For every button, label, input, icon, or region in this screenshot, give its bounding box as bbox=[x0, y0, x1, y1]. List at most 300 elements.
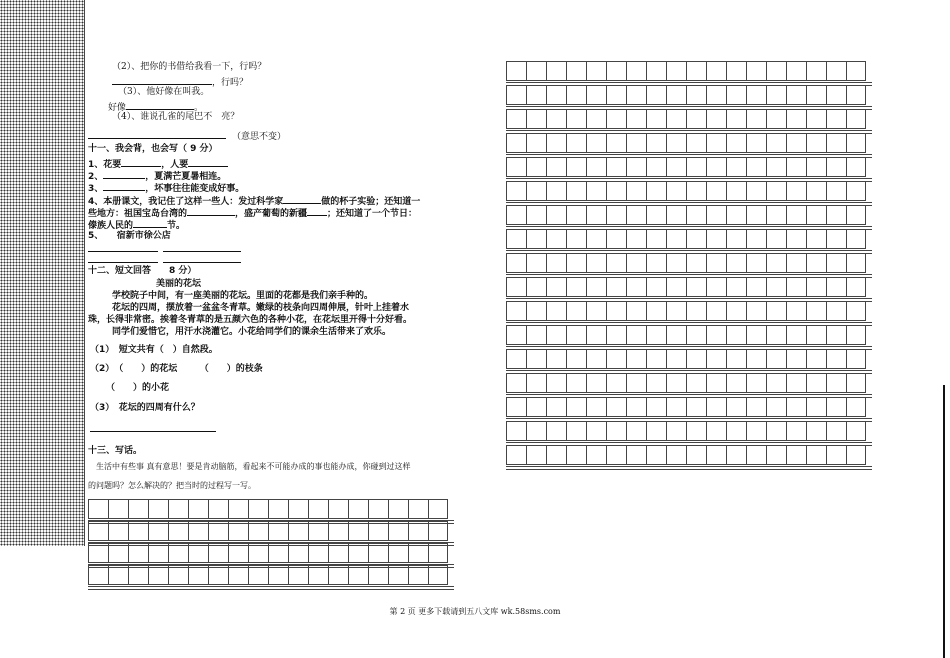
grid-cell[interactable] bbox=[606, 157, 626, 177]
grid-cell[interactable] bbox=[766, 373, 786, 393]
grid-cell[interactable] bbox=[546, 373, 566, 393]
grid-cell[interactable] bbox=[666, 157, 686, 177]
grid-cell[interactable] bbox=[108, 565, 128, 585]
grid-cell[interactable] bbox=[586, 109, 606, 129]
answer-blank[interactable] bbox=[103, 169, 145, 179]
grid-cell[interactable] bbox=[506, 205, 526, 225]
grid-cell[interactable] bbox=[566, 205, 586, 225]
grid-cell[interactable] bbox=[526, 205, 546, 225]
grid-cell[interactable] bbox=[746, 205, 766, 225]
grid-cell[interactable] bbox=[706, 133, 726, 153]
grid-cell[interactable] bbox=[228, 521, 248, 541]
grid-cell[interactable] bbox=[328, 521, 348, 541]
grid-cell[interactable] bbox=[328, 499, 348, 519]
grid-cell[interactable] bbox=[706, 373, 726, 393]
grid-cell[interactable] bbox=[726, 397, 746, 417]
grid-cell[interactable] bbox=[626, 85, 646, 105]
grid-cell[interactable] bbox=[806, 205, 826, 225]
grid-cell[interactable] bbox=[826, 109, 846, 129]
grid-cell[interactable] bbox=[88, 499, 108, 519]
grid-cell[interactable] bbox=[248, 521, 268, 541]
grid-cell[interactable] bbox=[766, 445, 786, 465]
grid-cell[interactable] bbox=[786, 349, 806, 369]
grid-cell[interactable] bbox=[506, 253, 526, 273]
grid-cell[interactable] bbox=[826, 301, 846, 321]
grid-cell[interactable] bbox=[786, 205, 806, 225]
grid-cell[interactable] bbox=[826, 85, 846, 105]
grid-cell[interactable] bbox=[786, 181, 806, 201]
grid-cell[interactable] bbox=[506, 277, 526, 297]
grid-cell[interactable] bbox=[686, 373, 706, 393]
grid-cell[interactable] bbox=[766, 181, 786, 201]
grid-cell[interactable] bbox=[766, 253, 786, 273]
grid-cell[interactable] bbox=[726, 445, 746, 465]
grid-cell[interactable] bbox=[188, 521, 208, 541]
grid-cell[interactable] bbox=[686, 85, 706, 105]
grid-cell[interactable] bbox=[626, 301, 646, 321]
grid-cell[interactable] bbox=[88, 521, 108, 541]
grid-cell[interactable] bbox=[566, 397, 586, 417]
grid-cell[interactable] bbox=[606, 253, 626, 273]
grid-cell[interactable] bbox=[108, 543, 128, 563]
grid-cell[interactable] bbox=[666, 85, 686, 105]
answer-blank[interactable] bbox=[126, 100, 194, 110]
grid-cell[interactable] bbox=[766, 421, 786, 441]
grid-cell[interactable] bbox=[526, 397, 546, 417]
grid-cell[interactable] bbox=[506, 445, 526, 465]
grid-cell[interactable] bbox=[746, 301, 766, 321]
grid-cell[interactable] bbox=[566, 157, 586, 177]
grid-cell[interactable] bbox=[328, 543, 348, 563]
grid-cell[interactable] bbox=[606, 349, 626, 369]
grid-cell[interactable] bbox=[506, 397, 526, 417]
grid-cell[interactable] bbox=[308, 543, 328, 563]
grid-cell[interactable] bbox=[506, 421, 526, 441]
grid-cell[interactable] bbox=[726, 373, 746, 393]
grid-cell[interactable] bbox=[148, 565, 168, 585]
grid-cell[interactable] bbox=[746, 325, 766, 345]
grid-cell[interactable] bbox=[566, 61, 586, 81]
grid-cell[interactable] bbox=[726, 109, 746, 129]
poem-answer-line[interactable] bbox=[163, 251, 241, 252]
grid-cell[interactable] bbox=[726, 205, 746, 225]
grid-cell[interactable] bbox=[746, 253, 766, 273]
grid-cell[interactable] bbox=[846, 157, 866, 177]
grid-cell[interactable] bbox=[726, 133, 746, 153]
grid-cell[interactable] bbox=[586, 397, 606, 417]
grid-cell[interactable] bbox=[586, 325, 606, 345]
grid-cell[interactable] bbox=[208, 565, 228, 585]
grid-cell[interactable] bbox=[546, 421, 566, 441]
grid-cell[interactable] bbox=[546, 301, 566, 321]
grid-cell[interactable] bbox=[826, 373, 846, 393]
grid-cell[interactable] bbox=[128, 565, 148, 585]
grid-cell[interactable] bbox=[368, 565, 388, 585]
grid-cell[interactable] bbox=[506, 325, 526, 345]
grid-cell[interactable] bbox=[348, 565, 368, 585]
grid-cell[interactable] bbox=[706, 445, 726, 465]
grid-cell[interactable] bbox=[806, 445, 826, 465]
answer-blank[interactable] bbox=[133, 218, 167, 228]
grid-cell[interactable] bbox=[766, 301, 786, 321]
grid-cell[interactable] bbox=[168, 521, 188, 541]
grid-cell[interactable] bbox=[546, 109, 566, 129]
grid-cell[interactable] bbox=[706, 277, 726, 297]
grid-cell[interactable] bbox=[388, 565, 408, 585]
grid-cell[interactable] bbox=[646, 349, 666, 369]
grid-cell[interactable] bbox=[288, 521, 308, 541]
grid-cell[interactable] bbox=[706, 253, 726, 273]
grid-cell[interactable] bbox=[228, 543, 248, 563]
grid-cell[interactable] bbox=[766, 85, 786, 105]
grid-cell[interactable] bbox=[526, 445, 546, 465]
grid-cell[interactable] bbox=[706, 61, 726, 81]
grid-cell[interactable] bbox=[786, 373, 806, 393]
grid-cell[interactable] bbox=[526, 181, 546, 201]
grid-cell[interactable] bbox=[666, 445, 686, 465]
grid-cell[interactable] bbox=[606, 181, 626, 201]
grid-cell[interactable] bbox=[626, 373, 646, 393]
grid-cell[interactable] bbox=[766, 61, 786, 81]
grid-cell[interactable] bbox=[308, 521, 328, 541]
grid-cell[interactable] bbox=[626, 157, 646, 177]
grid-cell[interactable] bbox=[546, 85, 566, 105]
grid-cell[interactable] bbox=[706, 349, 726, 369]
grid-cell[interactable] bbox=[566, 445, 586, 465]
grid-cell[interactable] bbox=[188, 499, 208, 519]
grid-cell[interactable] bbox=[726, 157, 746, 177]
grid-cell[interactable] bbox=[826, 325, 846, 345]
grid-cell[interactable] bbox=[546, 205, 566, 225]
grid-cell[interactable] bbox=[248, 499, 268, 519]
grid-cell[interactable] bbox=[546, 133, 566, 153]
grid-cell[interactable] bbox=[248, 543, 268, 563]
grid-cell[interactable] bbox=[248, 565, 268, 585]
grid-cell[interactable] bbox=[108, 521, 128, 541]
grid-cell[interactable] bbox=[526, 85, 546, 105]
grid-cell[interactable] bbox=[566, 349, 586, 369]
grid-cell[interactable] bbox=[88, 565, 108, 585]
grid-cell[interactable] bbox=[546, 229, 566, 249]
writing-grid-right[interactable] bbox=[506, 61, 866, 469]
grid-cell[interactable] bbox=[686, 421, 706, 441]
grid-cell[interactable] bbox=[606, 229, 626, 249]
poem-answer-line[interactable] bbox=[88, 262, 158, 263]
grid-cell[interactable] bbox=[826, 397, 846, 417]
grid-cell[interactable] bbox=[666, 421, 686, 441]
grid-cell[interactable] bbox=[428, 499, 448, 519]
grid-cell[interactable] bbox=[566, 133, 586, 153]
grid-cell[interactable] bbox=[766, 397, 786, 417]
grid-cell[interactable] bbox=[806, 157, 826, 177]
grid-cell[interactable] bbox=[846, 181, 866, 201]
grid-cell[interactable] bbox=[168, 565, 188, 585]
grid-cell[interactable] bbox=[706, 301, 726, 321]
grid-cell[interactable] bbox=[526, 325, 546, 345]
grid-cell[interactable] bbox=[288, 499, 308, 519]
grid-cell[interactable] bbox=[526, 61, 546, 81]
grid-cell[interactable] bbox=[368, 499, 388, 519]
grid-cell[interactable] bbox=[766, 277, 786, 297]
grid-cell[interactable] bbox=[388, 499, 408, 519]
grid-cell[interactable] bbox=[388, 543, 408, 563]
grid-cell[interactable] bbox=[746, 85, 766, 105]
grid-cell[interactable] bbox=[786, 229, 806, 249]
grid-cell[interactable] bbox=[806, 253, 826, 273]
grid-cell[interactable] bbox=[846, 205, 866, 225]
grid-cell[interactable] bbox=[846, 253, 866, 273]
grid-cell[interactable] bbox=[308, 565, 328, 585]
grid-cell[interactable] bbox=[786, 301, 806, 321]
grid-cell[interactable] bbox=[586, 181, 606, 201]
grid-cell[interactable] bbox=[546, 349, 566, 369]
grid-cell[interactable] bbox=[646, 109, 666, 129]
grid-cell[interactable] bbox=[506, 229, 526, 249]
grid-cell[interactable] bbox=[506, 181, 526, 201]
grid-cell[interactable] bbox=[626, 277, 646, 297]
grid-cell[interactable] bbox=[846, 397, 866, 417]
grid-cell[interactable] bbox=[706, 325, 726, 345]
grid-cell[interactable] bbox=[348, 543, 368, 563]
grid-cell[interactable] bbox=[786, 277, 806, 297]
grid-cell[interactable] bbox=[766, 157, 786, 177]
grid-cell[interactable] bbox=[726, 277, 746, 297]
grid-cell[interactable] bbox=[128, 499, 148, 519]
grid-cell[interactable] bbox=[408, 565, 428, 585]
grid-cell[interactable] bbox=[806, 325, 826, 345]
grid-cell[interactable] bbox=[506, 157, 526, 177]
grid-cell[interactable] bbox=[686, 61, 706, 81]
grid-cell[interactable] bbox=[686, 253, 706, 273]
grid-cell[interactable] bbox=[526, 253, 546, 273]
grid-cell[interactable] bbox=[428, 565, 448, 585]
grid-cell[interactable] bbox=[646, 85, 666, 105]
grid-cell[interactable] bbox=[566, 277, 586, 297]
grid-cell[interactable] bbox=[646, 61, 666, 81]
grid-cell[interactable] bbox=[646, 373, 666, 393]
grid-cell[interactable] bbox=[706, 85, 726, 105]
grid-cell[interactable] bbox=[666, 325, 686, 345]
grid-cell[interactable] bbox=[288, 565, 308, 585]
grid-cell[interactable] bbox=[686, 397, 706, 417]
grid-cell[interactable] bbox=[806, 61, 826, 81]
grid-cell[interactable] bbox=[566, 229, 586, 249]
grid-cell[interactable] bbox=[826, 133, 846, 153]
grid-cell[interactable] bbox=[388, 521, 408, 541]
grid-cell[interactable] bbox=[746, 133, 766, 153]
grid-cell[interactable] bbox=[506, 373, 526, 393]
grid-cell[interactable] bbox=[686, 109, 706, 129]
grid-cell[interactable] bbox=[586, 421, 606, 441]
grid-cell[interactable] bbox=[686, 325, 706, 345]
grid-cell[interactable] bbox=[646, 445, 666, 465]
grid-cell[interactable] bbox=[646, 205, 666, 225]
grid-cell[interactable] bbox=[368, 521, 388, 541]
answer-blank[interactable] bbox=[88, 129, 226, 139]
grid-cell[interactable] bbox=[826, 253, 846, 273]
grid-cell[interactable] bbox=[726, 349, 746, 369]
grid-cell[interactable] bbox=[626, 109, 646, 129]
grid-cell[interactable] bbox=[666, 109, 686, 129]
grid-cell[interactable] bbox=[108, 499, 128, 519]
grid-cell[interactable] bbox=[526, 133, 546, 153]
grid-cell[interactable] bbox=[546, 445, 566, 465]
answer-blank[interactable] bbox=[283, 194, 321, 204]
grid-cell[interactable] bbox=[586, 157, 606, 177]
grid-cell[interactable] bbox=[268, 499, 288, 519]
grid-cell[interactable] bbox=[646, 229, 666, 249]
grid-cell[interactable] bbox=[586, 373, 606, 393]
grid-cell[interactable] bbox=[846, 421, 866, 441]
grid-cell[interactable] bbox=[428, 543, 448, 563]
grid-cell[interactable] bbox=[826, 229, 846, 249]
grid-cell[interactable] bbox=[288, 543, 308, 563]
grid-cell[interactable] bbox=[526, 301, 546, 321]
question-3-answer-line[interactable] bbox=[90, 431, 216, 432]
grid-cell[interactable] bbox=[786, 253, 806, 273]
grid-cell[interactable] bbox=[686, 181, 706, 201]
grid-cell[interactable] bbox=[746, 397, 766, 417]
grid-cell[interactable] bbox=[846, 373, 866, 393]
poem-answer-line[interactable] bbox=[88, 251, 158, 252]
grid-cell[interactable] bbox=[806, 277, 826, 297]
grid-cell[interactable] bbox=[88, 543, 108, 563]
grid-cell[interactable] bbox=[506, 133, 526, 153]
grid-cell[interactable] bbox=[786, 157, 806, 177]
grid-cell[interactable] bbox=[846, 349, 866, 369]
grid-cell[interactable] bbox=[348, 499, 368, 519]
grid-cell[interactable] bbox=[328, 565, 348, 585]
grid-cell[interactable] bbox=[686, 229, 706, 249]
grid-cell[interactable] bbox=[606, 85, 626, 105]
grid-cell[interactable] bbox=[208, 521, 228, 541]
grid-cell[interactable] bbox=[646, 325, 666, 345]
grid-cell[interactable] bbox=[786, 325, 806, 345]
grid-cell[interactable] bbox=[168, 543, 188, 563]
grid-cell[interactable] bbox=[846, 85, 866, 105]
grid-cell[interactable] bbox=[726, 325, 746, 345]
grid-cell[interactable] bbox=[606, 205, 626, 225]
grid-cell[interactable] bbox=[786, 85, 806, 105]
grid-cell[interactable] bbox=[586, 301, 606, 321]
grid-cell[interactable] bbox=[606, 325, 626, 345]
grid-cell[interactable] bbox=[546, 325, 566, 345]
grid-cell[interactable] bbox=[746, 157, 766, 177]
grid-cell[interactable] bbox=[646, 421, 666, 441]
grid-cell[interactable] bbox=[666, 349, 686, 369]
grid-cell[interactable] bbox=[806, 133, 826, 153]
grid-cell[interactable] bbox=[128, 521, 148, 541]
grid-cell[interactable] bbox=[586, 349, 606, 369]
grid-cell[interactable] bbox=[566, 373, 586, 393]
grid-cell[interactable] bbox=[606, 109, 626, 129]
grid-cell[interactable] bbox=[606, 277, 626, 297]
grid-cell[interactable] bbox=[308, 499, 328, 519]
grid-cell[interactable] bbox=[228, 565, 248, 585]
grid-cell[interactable] bbox=[806, 109, 826, 129]
grid-cell[interactable] bbox=[526, 229, 546, 249]
grid-cell[interactable] bbox=[566, 109, 586, 129]
grid-cell[interactable] bbox=[188, 543, 208, 563]
grid-cell[interactable] bbox=[806, 349, 826, 369]
grid-cell[interactable] bbox=[526, 373, 546, 393]
grid-cell[interactable] bbox=[646, 133, 666, 153]
grid-cell[interactable] bbox=[626, 253, 646, 273]
grid-cell[interactable] bbox=[706, 205, 726, 225]
grid-cell[interactable] bbox=[546, 277, 566, 297]
grid-cell[interactable] bbox=[408, 521, 428, 541]
grid-cell[interactable] bbox=[408, 543, 428, 563]
grid-cell[interactable] bbox=[826, 349, 846, 369]
grid-cell[interactable] bbox=[646, 157, 666, 177]
grid-cell[interactable] bbox=[606, 301, 626, 321]
grid-cell[interactable] bbox=[526, 421, 546, 441]
grid-cell[interactable] bbox=[846, 61, 866, 81]
grid-cell[interactable] bbox=[526, 277, 546, 297]
grid-cell[interactable] bbox=[786, 421, 806, 441]
grid-cell[interactable] bbox=[606, 397, 626, 417]
grid-cell[interactable] bbox=[646, 181, 666, 201]
grid-cell[interactable] bbox=[746, 277, 766, 297]
grid-cell[interactable] bbox=[566, 421, 586, 441]
grid-cell[interactable] bbox=[586, 205, 606, 225]
grid-cell[interactable] bbox=[506, 109, 526, 129]
grid-cell[interactable] bbox=[686, 349, 706, 369]
grid-cell[interactable] bbox=[666, 181, 686, 201]
grid-cell[interactable] bbox=[626, 397, 646, 417]
grid-cell[interactable] bbox=[806, 181, 826, 201]
grid-cell[interactable] bbox=[148, 543, 168, 563]
grid-cell[interactable] bbox=[746, 109, 766, 129]
grid-cell[interactable] bbox=[846, 277, 866, 297]
grid-cell[interactable] bbox=[686, 445, 706, 465]
grid-cell[interactable] bbox=[546, 253, 566, 273]
grid-cell[interactable] bbox=[566, 181, 586, 201]
grid-cell[interactable] bbox=[826, 181, 846, 201]
grid-cell[interactable] bbox=[526, 349, 546, 369]
answer-blank[interactable] bbox=[307, 206, 327, 216]
grid-cell[interactable] bbox=[626, 445, 646, 465]
grid-cell[interactable] bbox=[686, 301, 706, 321]
poem-answer-line[interactable] bbox=[163, 262, 241, 263]
answer-blank[interactable] bbox=[188, 157, 228, 167]
grid-cell[interactable] bbox=[546, 157, 566, 177]
grid-cell[interactable] bbox=[726, 229, 746, 249]
grid-cell[interactable] bbox=[746, 181, 766, 201]
grid-cell[interactable] bbox=[606, 61, 626, 81]
grid-cell[interactable] bbox=[686, 277, 706, 297]
grid-cell[interactable] bbox=[786, 397, 806, 417]
grid-cell[interactable] bbox=[626, 325, 646, 345]
grid-cell[interactable] bbox=[806, 301, 826, 321]
grid-cell[interactable] bbox=[786, 61, 806, 81]
grid-cell[interactable] bbox=[208, 499, 228, 519]
grid-cell[interactable] bbox=[546, 181, 566, 201]
grid-cell[interactable] bbox=[846, 301, 866, 321]
grid-cell[interactable] bbox=[786, 109, 806, 129]
grid-cell[interactable] bbox=[846, 325, 866, 345]
grid-cell[interactable] bbox=[506, 85, 526, 105]
grid-cell[interactable] bbox=[646, 253, 666, 273]
grid-cell[interactable] bbox=[566, 253, 586, 273]
grid-cell[interactable] bbox=[546, 397, 566, 417]
grid-cell[interactable] bbox=[686, 133, 706, 153]
grid-cell[interactable] bbox=[666, 229, 686, 249]
grid-cell[interactable] bbox=[666, 301, 686, 321]
grid-cell[interactable] bbox=[148, 499, 168, 519]
grid-cell[interactable] bbox=[806, 85, 826, 105]
grid-cell[interactable] bbox=[826, 157, 846, 177]
